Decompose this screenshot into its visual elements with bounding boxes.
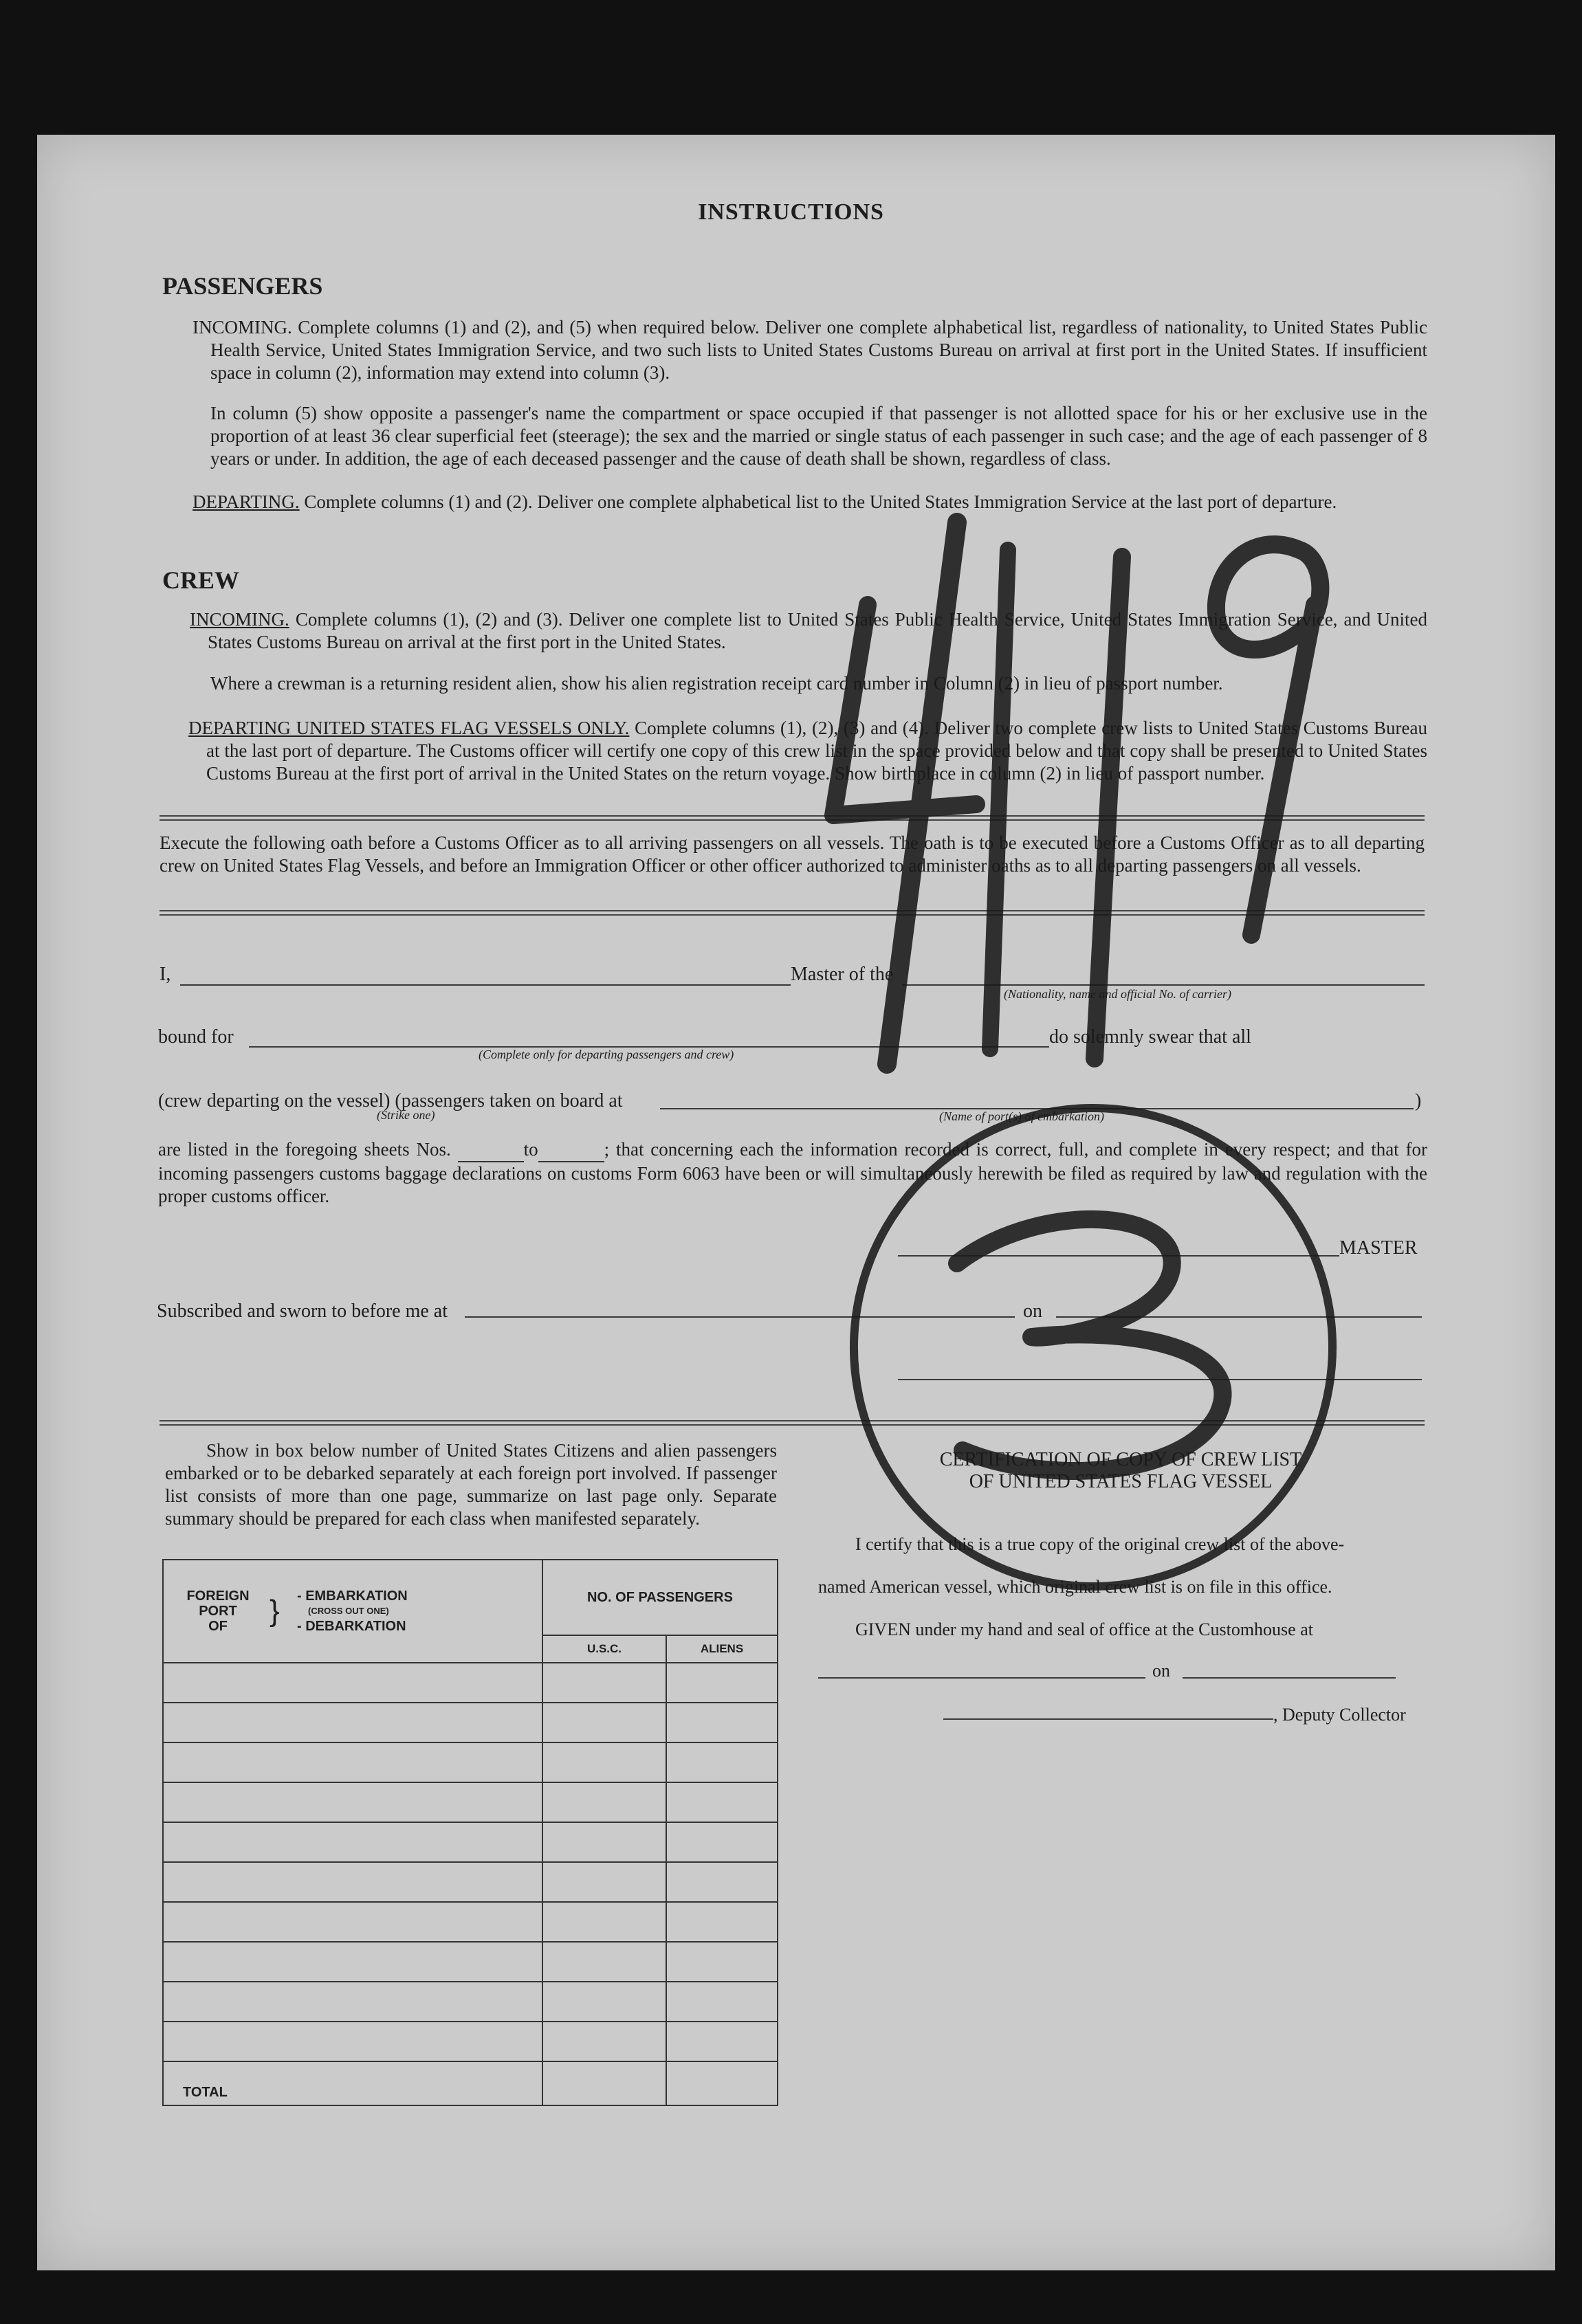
deputy-signature-field[interactable]: [943, 1718, 1273, 1720]
no-of-passengers-header: NO. OF PASSENGERS: [542, 1560, 778, 1635]
crew-departing-text: Complete columns (1), (2), (3) and (4). Deliver two complete crew lists to United States Customs Bureau at the last port of departure. The Customs officer will certify one copy of this crew list in the space provided below and that copy shall be presented to United States Customs Bureau at the first port of arrival in the United States on the return voyage. Show birthplace in column (2) in lieu of passport number.: [206, 718, 1428, 784]
certification-title: [818, 1449, 1423, 1493]
cert-date-field[interactable]: [1183, 1677, 1396, 1679]
divider: [160, 910, 1425, 916]
passengers-column5-paragraph: In column (5) show opposite a passenger's name the compartment or space occupied if that passenger is not allotted space for his or her exclusive use in the proportion of at least 36 clear superficial feet (steerage); the sex and the married or single status of each passenger in such case; and the age of each passenger of 8 years or under. In addition, the age of each deceased passenger and the cause of death shall be shown, regardless of class.: [210, 403, 1427, 469]
passengers-departing-label: DEPARTING.: [193, 491, 300, 512]
total-row: [163, 2061, 778, 2105]
officer-signature-field[interactable]: [898, 1379, 1422, 1380]
sheet-from-field[interactable]: [458, 1138, 524, 1162]
customhouse-field[interactable]: [818, 1677, 1145, 1679]
usc-cell[interactable]: [542, 1822, 666, 1862]
usc-cell[interactable]: [542, 1703, 666, 1742]
cert-on-label: on: [1152, 1661, 1170, 1681]
port-header: [163, 1560, 542, 1663]
usc-cell[interactable]: [542, 1902, 666, 1942]
aliens-cell[interactable]: [666, 1782, 778, 1822]
summary-instruction: Show in box below number of United States Citizens and alien passengers embarked or to be debarked separately at each foreign port involved. If passenger list consists of more than one page, summarize on last page only. Separate summary should be prepared for each class when manifested separately.: [165, 1440, 777, 1529]
usc-cell[interactable]: [542, 1862, 666, 1902]
total-label: TOTAL: [163, 2061, 542, 2105]
divider: [160, 815, 1425, 821]
usc-cell[interactable]: [542, 2022, 666, 2061]
table-row: [163, 1982, 778, 2022]
port-cell[interactable]: [163, 1942, 542, 1982]
carrier-note: (Nationality, name and official No. of carrier): [1004, 987, 1231, 1001]
cross-out-note: (CROSS OUT ONE): [308, 1606, 389, 1616]
port-cell[interactable]: [163, 1663, 542, 1703]
usc-cell[interactable]: [542, 1742, 666, 1782]
crew-incoming-text: Complete columns (1), (2) and (3). Deliver one complete list to United States Public Health Service, United States Immigration Service, and United States Customs Bureau on arrival at the first port in the United States.: [208, 609, 1428, 652]
crew-departing-label: DEPARTING UNITED STATES FLAG VESSELS ONLY.: [188, 718, 630, 738]
passengers-incoming-text: Complete columns (1) and (2), and (5) when required below. Deliver one complete alphabetical list, regardless of nationality, to United States Public Health Service, United States Immigration Service, and two such lists to United States Customs Bureau on arrival at first port in the United States. If insufficient space in column (2), information may extend into column (3).: [210, 317, 1428, 383]
aliens-cell[interactable]: [666, 1942, 778, 1982]
table-row: [163, 1663, 778, 1703]
table-row: [163, 1942, 778, 1982]
aliens-header: ALIENS: [666, 1635, 778, 1663]
crew-departing-paragraph: [188, 717, 1428, 785]
port-cell[interactable]: [163, 1703, 542, 1742]
sworn-on-label: on: [1023, 1301, 1042, 1322]
port-cell[interactable]: [163, 1742, 542, 1782]
certify-line-1: I certify that this is a true copy of the original crew list of the above-: [855, 1534, 1345, 1554]
port-cell[interactable]: [163, 1862, 542, 1902]
crew-heading: CREW: [162, 566, 240, 594]
embarkation-option[interactable]: - EMBARKATION: [297, 1589, 408, 1604]
debarkation-option[interactable]: - DEBARKATION: [297, 1619, 406, 1634]
table-row: [163, 1742, 778, 1782]
sheet-to-field[interactable]: [538, 1138, 604, 1162]
passengers-departing-text: Complete columns (1) and (2). Deliver one complete alphabetical list to the United States Immigration Service at the last port of departure.: [304, 491, 1337, 512]
master-signature-field[interactable]: [898, 1255, 1339, 1257]
crew-alien-paragraph: Where a crewman is a returning resident alien, show his alien registration receipt card number in Column (2) in lieu of passport number.: [210, 673, 1223, 694]
passengers-incoming-label: INCOMING.: [193, 317, 292, 337]
master-of-the-label: Master of the: [791, 964, 894, 985]
aliens-total-cell[interactable]: [666, 2061, 778, 2105]
carrier-field[interactable]: [902, 984, 1425, 986]
aliens-cell[interactable]: [666, 1982, 778, 2022]
aliens-cell[interactable]: [666, 1822, 778, 1862]
divider: [160, 1420, 1425, 1426]
usc-header: U.S.C.: [542, 1635, 666, 1663]
listed-rest: ; that concerning each the information recorded is correct, full, and complete in every respect; and that for incoming passengers customs baggage declarations on customs Form 6063 have been or will simultaneously herewith be filed as required by law and regulation with the proper customs officer.: [158, 1139, 1428, 1206]
usc-cell[interactable]: [542, 1782, 666, 1822]
listed-to: to: [523, 1139, 538, 1160]
foreign-port-label: [166, 1589, 270, 1634]
listed-paragraph: [158, 1138, 1427, 1208]
certification-title-line1: CERTIFICATION OF COPY OF CREW LIST: [939, 1449, 1302, 1470]
strike-one-note: (Strike one): [377, 1108, 435, 1122]
certification-title-line2: OF UNITED STATES FLAG VESSEL: [969, 1471, 1273, 1492]
oath-i-label: I,: [160, 964, 171, 985]
of-word: OF: [208, 1619, 228, 1634]
master-name-field[interactable]: [180, 984, 791, 986]
bound-for-label: bound for: [158, 1026, 234, 1048]
departing-note: (Complete only for departing passengers and crew): [479, 1048, 734, 1061]
master-label: MASTER: [1339, 1237, 1418, 1259]
deputy-collector-label: , Deputy Collector: [1273, 1705, 1406, 1725]
usc-total-cell[interactable]: [542, 2061, 666, 2105]
sworn-place-field[interactable]: [465, 1316, 1015, 1318]
aliens-cell[interactable]: [666, 2022, 778, 2061]
foreign-word: FOREIGN: [186, 1589, 250, 1604]
aliens-cell[interactable]: [666, 1663, 778, 1703]
brace-glyph: }: [270, 1594, 280, 1628]
page-title: INSTRUCTIONS: [698, 199, 884, 225]
crew-departing-option[interactable]: (crew departing on the vessel): [158, 1090, 391, 1111]
aliens-cell[interactable]: [666, 1902, 778, 1942]
passenger-summary-table: [162, 1559, 778, 2106]
given-line: GIVEN under my hand and seal of office at the Customhouse at: [855, 1619, 1313, 1639]
subscribed-label: Subscribed and sworn to before me at: [157, 1301, 448, 1322]
usc-cell[interactable]: [542, 1982, 666, 2022]
crew-incoming-paragraph: [190, 608, 1428, 654]
table-row: [163, 1822, 778, 1862]
table-row: [163, 1782, 778, 1822]
crew-incoming-label: INCOMING.: [190, 609, 289, 630]
table-row: [163, 1703, 778, 1742]
certify-line-2: named American vessel, which original crew list is on file in this office.: [818, 1577, 1332, 1597]
usc-cell[interactable]: [542, 1663, 666, 1703]
aliens-cell[interactable]: [666, 1742, 778, 1782]
aliens-cell[interactable]: [666, 1862, 778, 1902]
port-cell[interactable]: [163, 1902, 542, 1942]
passengers-incoming-paragraph: [193, 316, 1428, 384]
aliens-cell[interactable]: [666, 1703, 778, 1742]
port-word: PORT: [199, 1604, 237, 1619]
port-cell[interactable]: [163, 2022, 542, 2061]
table-row: [163, 1902, 778, 1942]
swear-label: do solemnly swear that all: [1049, 1026, 1251, 1048]
table-row: [163, 2022, 778, 2061]
port-cell[interactable]: [163, 1822, 542, 1862]
sworn-date-field[interactable]: [1056, 1316, 1422, 1318]
listed-pre: are listed in the foregoing sheets Nos.: [158, 1139, 451, 1160]
port-cell[interactable]: [163, 1982, 542, 2022]
port-note: (Name of port(s) of embarkation): [939, 1109, 1104, 1123]
passengers-heading: PASSENGERS: [162, 272, 323, 300]
close-paren: ): [1415, 1090, 1422, 1111]
usc-cell[interactable]: [542, 1942, 666, 1982]
table-row: [163, 1862, 778, 1902]
passengers-taken-option[interactable]: (passengers taken on board at: [395, 1090, 623, 1111]
port-cell[interactable]: [163, 1782, 542, 1822]
oath-instruction: Execute the following oath before a Customs Officer as to all arriving passengers on all vessels. The oath is to be executed before a Customs Officer as to all departing crew on United States Flag Vessels, and before an Immigration Officer or other officer authorized to administer oaths as to all departing passengers on all vessels.: [160, 832, 1425, 876]
passengers-departing-paragraph: [193, 491, 1427, 513]
